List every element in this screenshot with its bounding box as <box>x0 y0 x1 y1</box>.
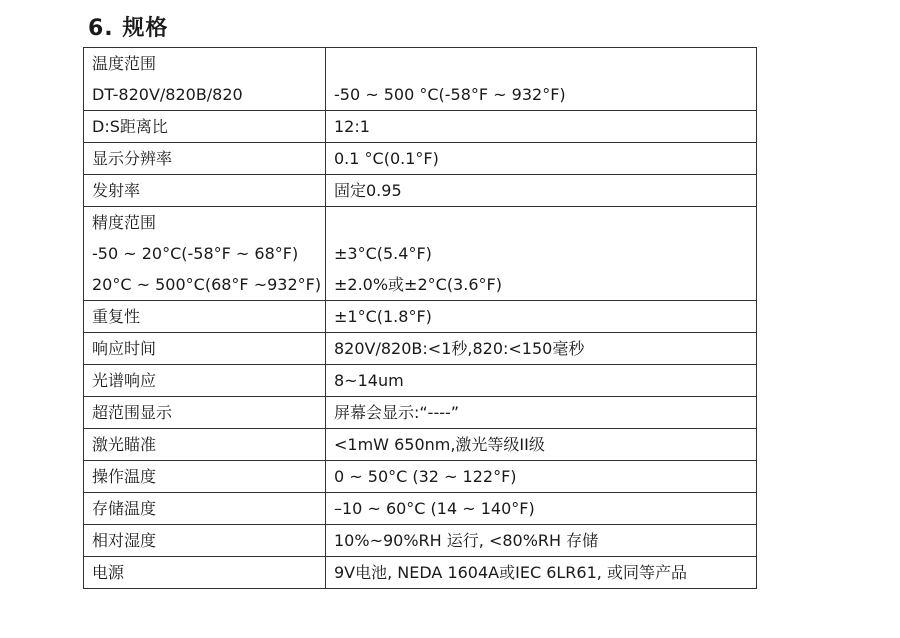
spec-value: 固定0.95 <box>326 175 757 207</box>
spec-value: 8~14um <box>326 365 757 397</box>
spec-table <box>83 47 757 589</box>
table-row <box>84 429 757 461</box>
table-row <box>84 143 757 175</box>
spec-value: –10 ~ 60°C (14 ~ 140°F) <box>326 493 757 525</box>
spec-value-line <box>334 48 756 79</box>
spec-value: 0 ~ 50°C (32 ~ 122°F) <box>326 461 757 493</box>
spec-label: 激光瞄准 <box>84 429 326 461</box>
table-row <box>84 301 757 333</box>
spec-label: 光谱响应 <box>84 365 326 397</box>
table-row <box>84 111 757 143</box>
spec-label: 相对湿度 <box>84 525 326 557</box>
table-row <box>84 333 757 365</box>
table-row <box>84 365 757 397</box>
spec-value-line: ±3°C(5.4°F) <box>334 244 432 263</box>
spec-label-line: 20°C ~ 500°C(68°F ~932°F) <box>92 275 322 294</box>
spec-label: 响应时间 <box>84 333 326 365</box>
table-row <box>84 493 757 525</box>
table-row <box>84 48 757 111</box>
table-row <box>84 207 757 301</box>
spec-label <box>84 48 326 111</box>
table-row <box>84 461 757 493</box>
spec-label: 操作温度 <box>84 461 326 493</box>
spec-label: 显示分辨率 <box>84 143 326 175</box>
spec-value-line: ±2.0%或±2°C(3.6°F) <box>334 275 502 294</box>
spec-label: 发射率 <box>84 175 326 207</box>
spec-label: 电源 <box>84 557 326 589</box>
spec-value-line <box>334 207 756 238</box>
spec-label: 超范围显示 <box>84 397 326 429</box>
spec-label: D:S距离比 <box>84 111 326 143</box>
spec-value: <1mW 650nm,激光等级II级 <box>326 429 757 461</box>
table-row <box>84 397 757 429</box>
spec-label-line: 温度范围 <box>92 54 157 73</box>
spec-value <box>326 207 757 301</box>
spec-value-line: -50 ~ 500 °C(-58°F ~ 932°F) <box>334 85 566 104</box>
spec-value: 9V电池, NEDA 1604A或IEC 6LR61, 或同等产品 <box>326 557 757 589</box>
spec-label <box>84 207 326 301</box>
spec-value: 屏幕会显示:“----” <box>326 397 757 429</box>
spec-label: 重复性 <box>84 301 326 333</box>
table-row <box>84 525 757 557</box>
table-row <box>84 557 757 589</box>
spec-label: 存储温度 <box>84 493 326 525</box>
spec-value: ±1°C(1.8°F) <box>326 301 757 333</box>
spec-label-line: 精度范围 <box>92 213 157 232</box>
spec-value: 0.1 °C(0.1°F) <box>326 143 757 175</box>
table-row <box>84 175 757 207</box>
section-title: 6. 规格 <box>88 16 169 41</box>
spec-value: 10%~90%RH 运行, <80%RH 存储 <box>326 525 757 557</box>
spec-label-line: DT-820V/820B/820 <box>92 85 243 104</box>
spec-value <box>326 48 757 111</box>
spec-value: 12:1 <box>326 111 757 143</box>
spec-label-line: -50 ~ 20°C(-58°F ~ 68°F) <box>92 244 299 263</box>
spec-value: 820V/820B:<1秒,820:<150毫秒 <box>326 333 757 365</box>
